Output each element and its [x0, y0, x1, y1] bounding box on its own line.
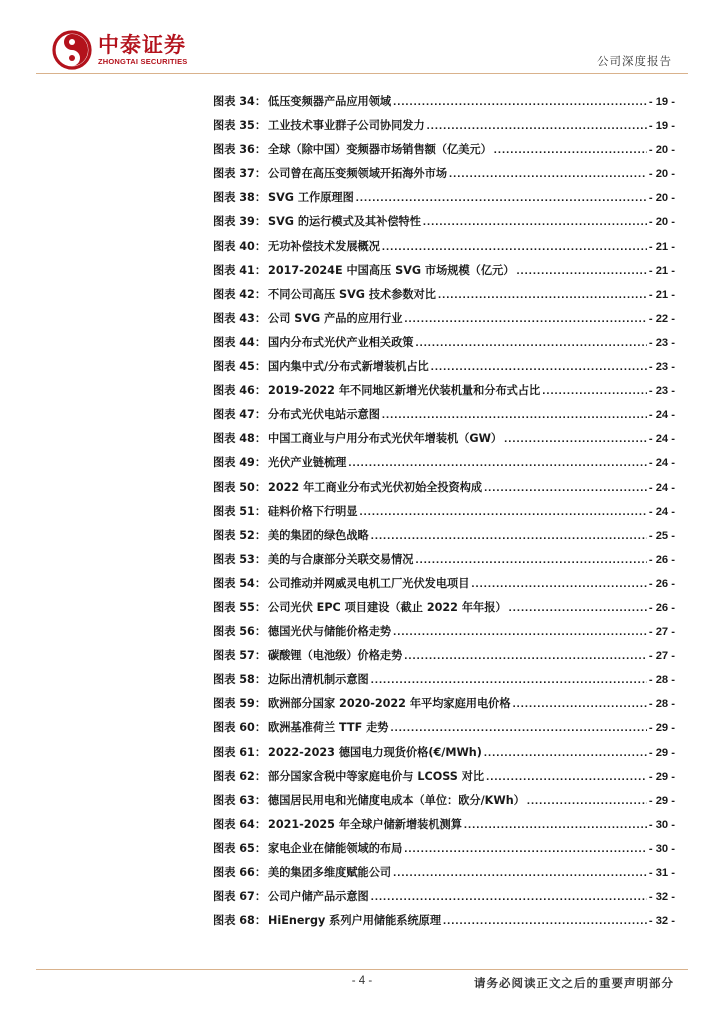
toc-entry[interactable] [213, 551, 675, 575]
toc-dot-leader [484, 479, 647, 497]
toc-entry[interactable] [213, 503, 675, 527]
toc-figure-title: 德国光伏与储能价格走势 [268, 625, 392, 639]
toc-figure-label: 图表 43： [213, 311, 267, 325]
toc-figure-label: 图表 45： [213, 360, 267, 374]
toc-figure-label: 图表 63： [213, 793, 267, 807]
toc-entry[interactable] [213, 454, 675, 478]
toc-entry[interactable] [213, 213, 675, 237]
toc-figure-title: SVG 的运行模式及其补偿特性 [268, 215, 421, 229]
toc-page-number: - 30 - [648, 842, 675, 855]
toc-figure-title: 欧洲基准荷兰 TTF 走势 [268, 721, 389, 735]
toc-figure-title: 分布式光伏电站示意图 [268, 408, 380, 422]
toc-figure-title: HiEnergy 系列户用储能系统原理 [268, 914, 442, 928]
toc-dot-leader [371, 527, 647, 545]
toc-figure-label: 图表 41： [213, 263, 267, 277]
toc-page-number: - 21 - [648, 240, 675, 253]
toc-entry[interactable] [213, 334, 675, 358]
toc-entry[interactable] [213, 768, 675, 792]
toc-entry[interactable] [213, 816, 675, 840]
toc-dot-leader [527, 792, 647, 810]
toc-page-number: - 20 - [648, 144, 675, 157]
toc-figure-label: 图表 65： [213, 841, 267, 855]
toc-page-number: - 21 - [648, 288, 675, 301]
toc-figure-title: 美的集团的绿色战略 [268, 528, 369, 542]
page-number: - 4 - [351, 975, 373, 987]
toc-page-number: - 26 - [648, 577, 675, 590]
toc-figure-title: 国内分布式光伏产业相关政策 [268, 335, 414, 349]
toc-dot-leader [486, 768, 647, 786]
toc-dot-leader [382, 406, 647, 424]
toc-page-number: - 32 - [648, 915, 675, 928]
toc-page-number: - 22 - [648, 312, 675, 325]
toc-figure-label: 图表 38： [213, 191, 267, 205]
toc-entry[interactable] [213, 189, 675, 213]
toc-figure-label: 图表 34： [213, 95, 267, 108]
toc-figure-label: 图表 46： [213, 384, 267, 398]
toc-dot-leader [516, 262, 646, 280]
toc-figure-label: 图表 55： [213, 600, 267, 614]
toc-dot-leader [431, 358, 647, 376]
toc-entry[interactable] [213, 141, 675, 165]
toc-dot-leader [494, 141, 647, 159]
toc-entry[interactable] [213, 647, 675, 671]
toc-figure-label: 图表 37： [213, 167, 267, 181]
toc-figure-label: 图表 47： [213, 408, 267, 422]
header-divider [36, 73, 688, 74]
toc-page-number: - 28 - [648, 698, 675, 711]
toc-figure-title: 不同公司高压 SVG 技术参数对比 [268, 287, 436, 301]
toc-figure-title: 部分国家含税中等家庭电价与 LCOSS 对比 [268, 769, 485, 783]
toc-figure-label: 图表 54： [213, 576, 267, 590]
footer-divider [36, 969, 688, 970]
toc-dot-leader [393, 93, 647, 111]
toc-dot-leader [404, 647, 647, 665]
toc-dot-leader [542, 382, 647, 400]
toc-figure-label: 图表 67： [213, 890, 267, 904]
toc-page-number: - 20 - [648, 168, 675, 181]
toc-figure-title: 德国居民用电和光储度电成本（单位：欧分/KWh） [268, 793, 525, 807]
toc-page-number: - 28 - [648, 674, 675, 687]
toc-entry[interactable] [213, 286, 675, 310]
toc-dot-leader [484, 744, 647, 762]
toc-figure-label: 图表 40： [213, 239, 267, 253]
toc-page-number: - 30 - [648, 818, 675, 831]
toc-figure-title: 公司户储产品示意图 [268, 890, 369, 904]
toc-entry[interactable] [213, 864, 675, 888]
toc-figure-label: 图表 52： [213, 528, 267, 542]
toc-dot-leader [404, 840, 647, 858]
toc-entry[interactable] [213, 117, 675, 141]
toc-entry[interactable] [213, 430, 675, 454]
toc-entry[interactable] [213, 310, 675, 334]
report-type-label: 公司深度报告 [597, 54, 672, 68]
toc-dot-leader [415, 551, 646, 569]
toc-page-number: - 26 - [648, 601, 675, 614]
toc-entry[interactable] [213, 238, 675, 262]
toc-page-number: - 27 - [648, 626, 675, 639]
toc-figure-title: 2022-2023 德国电力现货价格(€/MWh) [268, 745, 482, 759]
toc-figure-label: 图表 36： [213, 143, 267, 157]
toc-dot-leader [393, 623, 647, 641]
toc-dot-leader [464, 816, 647, 834]
toc-dot-leader [415, 334, 646, 352]
toc-figure-title: 欧洲部分国家 2020-2022 年平均家庭用电价格 [268, 697, 511, 711]
toc-dot-leader [382, 238, 647, 256]
toc-page-number: - 26 - [648, 553, 675, 566]
toc-figure-label: 图表 58： [213, 673, 267, 687]
toc-page-number: - 27 - [648, 650, 675, 663]
toc-figure-title: 美的与合康部分关联交易情况 [268, 552, 414, 566]
toc-figure-label: 图表 42： [213, 287, 267, 301]
toc-entry[interactable] [213, 406, 675, 430]
toc-entry[interactable] [213, 719, 675, 743]
toc-figure-title: 边际出清机制示意图 [268, 673, 369, 687]
toc-figure-title: 2019-2022 年不同地区新增光伏装机量和分布式占比 [268, 384, 541, 398]
toc-figure-label: 图表 44： [213, 335, 267, 349]
toc-figure-title: 美的集团多维度赋能公司 [268, 866, 392, 879]
brand-name-cn: 中泰证券 [98, 33, 186, 57]
toc-figure-label: 图表 60： [213, 721, 267, 735]
toc-entry[interactable] [213, 695, 675, 719]
toc-dot-leader [471, 575, 646, 593]
toc-figure-title: 工业技术事业群子公司协同发力 [268, 119, 425, 133]
toc-dot-leader [393, 864, 647, 882]
toc-entry[interactable] [213, 840, 675, 864]
toc-figure-label: 图表 51： [213, 504, 267, 518]
toc-entry[interactable] [213, 912, 675, 936]
zhongtai-logo-icon [52, 30, 92, 70]
toc-figure-label: 图表 48： [213, 432, 267, 446]
toc-figure-label: 图表 57： [213, 649, 267, 663]
figure-table-of-contents [213, 93, 675, 936]
toc-page-number: - 25 - [648, 529, 675, 542]
toc-figure-label: 图表 62： [213, 769, 267, 783]
toc-dot-leader [443, 912, 647, 930]
toc-figure-title: 低压变频器产品应用领域 [268, 95, 392, 108]
toc-figure-title: 家电企业在储能领域的布局 [268, 841, 403, 855]
toc-page-number: - 29 - [648, 770, 675, 783]
toc-dot-leader [509, 599, 647, 617]
toc-figure-title: 2021-2025 年全球户储新增装机测算 [268, 817, 462, 831]
toc-dot-leader [513, 695, 647, 713]
toc-page-number: - 19 - [648, 96, 675, 108]
toc-entry[interactable] [213, 599, 675, 623]
toc-figure-label: 图表 50： [213, 480, 267, 494]
toc-page-number: - 29 - [648, 722, 675, 735]
toc-figure-title: 全球（除中国）变频器市场销售额（亿美元） [268, 143, 492, 157]
toc-dot-leader [348, 454, 647, 472]
toc-dot-leader [356, 189, 647, 207]
toc-figure-label: 图表 66： [213, 866, 267, 879]
toc-figure-label: 图表 61： [213, 745, 267, 759]
toc-entry[interactable] [213, 888, 675, 912]
toc-page-number: - 29 - [648, 746, 675, 759]
toc-entry[interactable] [213, 744, 675, 768]
toc-figure-label: 图表 59： [213, 697, 267, 711]
toc-figure-label: 图表 53： [213, 552, 267, 566]
company-logo [52, 30, 188, 70]
toc-page-number: - 20 - [648, 192, 675, 205]
toc-page-number: - 23 - [648, 385, 675, 398]
toc-page-number: - 24 - [648, 505, 675, 518]
toc-dot-leader [371, 671, 647, 689]
toc-page-number: - 24 - [648, 481, 675, 494]
toc-entry[interactable] [213, 382, 675, 406]
toc-figure-label: 图表 68： [213, 914, 267, 928]
toc-figure-label: 图表 64： [213, 817, 267, 831]
toc-entry[interactable] [213, 479, 675, 503]
toc-figure-title: 公司曾在高压变频领域开拓海外市场 [268, 167, 448, 181]
toc-entry[interactable] [213, 575, 675, 599]
toc-dot-leader [404, 310, 646, 328]
toc-dot-leader [427, 117, 647, 135]
toc-page-number: - 31 - [648, 867, 675, 879]
toc-dot-leader [449, 165, 647, 183]
toc-dot-leader [390, 719, 646, 737]
toc-figure-label: 图表 49： [213, 456, 267, 470]
toc-figure-title: 2022 年工商业分布式光伏初始全投资构成 [268, 480, 483, 494]
toc-figure-title: 公司推动并网威灵电机工厂光伏发电项目 [268, 576, 470, 590]
toc-page-number: - 23 - [648, 336, 675, 349]
toc-entry[interactable] [213, 671, 675, 695]
brand-name-en: ZHONGTAI SECURITIES [98, 57, 188, 66]
toc-figure-label: 图表 35： [213, 119, 267, 133]
toc-figure-title: 碳酸锂（电池级）价格走势 [268, 649, 403, 663]
toc-figure-title: 国内集中式/分布式新增装机占比 [268, 360, 429, 374]
disclaimer-text: 请务必阅读正文之后的重要声明部分 [474, 976, 674, 990]
toc-dot-leader [504, 430, 647, 448]
toc-figure-label: 图表 56： [213, 625, 267, 639]
toc-dot-leader [371, 888, 647, 906]
toc-figure-title: 公司光伏 EPC 项目建设（截止 2022 年年报） [268, 600, 507, 614]
toc-figure-title: 中国工商业与户用分布式光伏年增装机（GW） [268, 432, 503, 446]
toc-page-number: - 32 - [648, 891, 675, 904]
toc-entry[interactable] [213, 262, 675, 286]
toc-figure-title: 光伏产业链梳理 [268, 456, 347, 470]
toc-dot-leader [423, 213, 647, 231]
toc-figure-title: 公司 SVG 产品的应用行业 [268, 311, 403, 325]
toc-entry[interactable] [213, 623, 675, 647]
toc-page-number: - 19 - [648, 120, 675, 133]
toc-page-number: - 20 - [648, 216, 675, 229]
toc-dot-leader [438, 286, 647, 304]
toc-figure-title: 无功补偿技术发展概况 [268, 239, 380, 253]
toc-dot-leader [360, 503, 647, 521]
toc-entry[interactable] [213, 527, 675, 551]
toc-page-number: - 23 - [648, 361, 675, 374]
toc-page-number: - 29 - [648, 794, 675, 807]
toc-figure-title: SVG 工作原理图 [268, 191, 354, 205]
toc-page-number: - 24 - [648, 457, 675, 470]
toc-figure-title: 硅料价格下行明显 [268, 504, 358, 518]
page-header [0, 0, 724, 80]
toc-entry[interactable] [213, 93, 675, 117]
toc-entry[interactable] [213, 358, 675, 382]
toc-page-number: - 24 - [648, 433, 675, 446]
toc-entry[interactable] [213, 792, 675, 816]
toc-figure-label: 图表 39： [213, 215, 267, 229]
toc-page-number: - 24 - [648, 409, 675, 422]
toc-entry[interactable] [213, 165, 675, 189]
toc-page-number: - 21 - [648, 264, 675, 277]
toc-figure-title: 2017-2024E 中国高压 SVG 市场规模（亿元） [268, 263, 515, 277]
